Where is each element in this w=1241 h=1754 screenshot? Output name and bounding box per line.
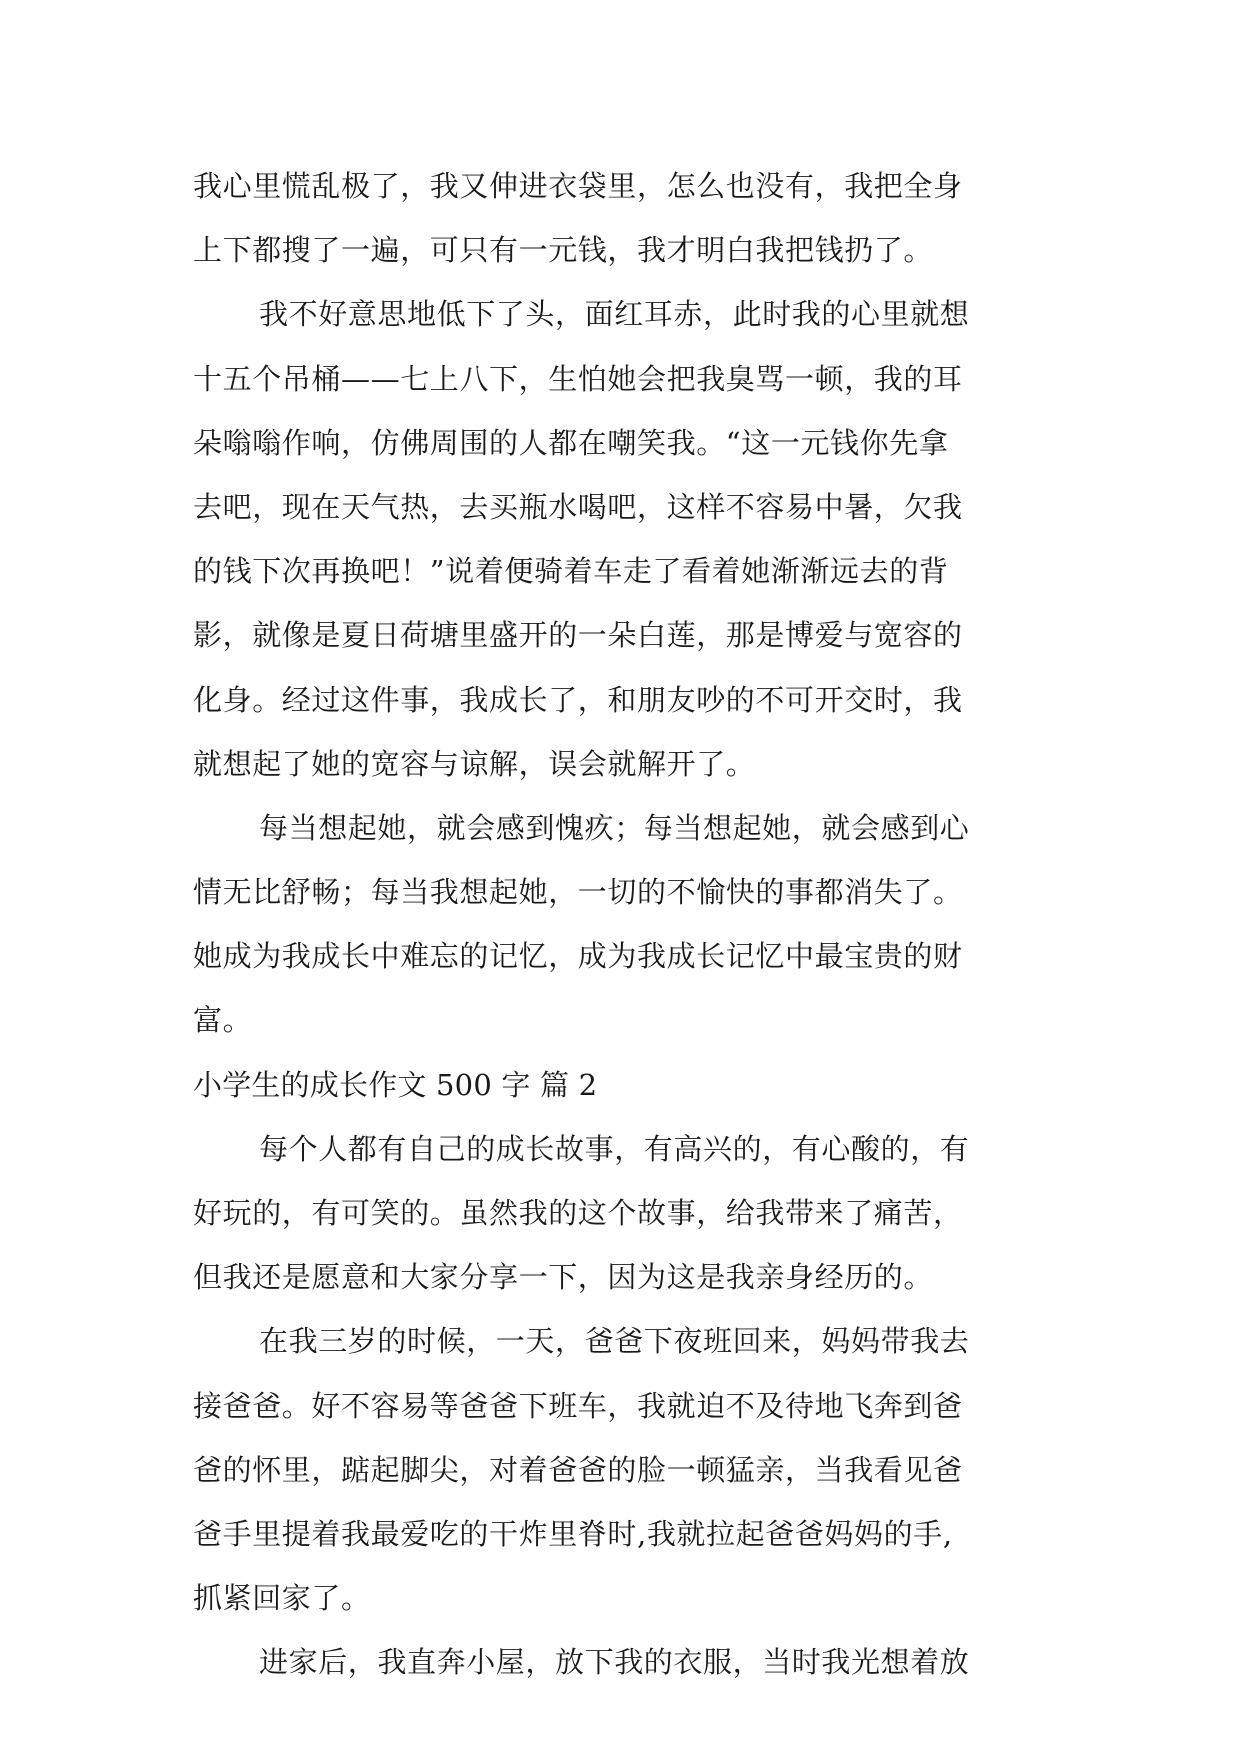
text-line: 情无比舒畅；每当我想起她，一切的不愉快的事都消失了。 xyxy=(193,875,963,910)
text-line: 的钱下次再换吧！”说着便骑着车走了看着她渐渐远去的背 xyxy=(193,554,949,589)
text-line: 好玩的，有可笑的。虽然我的这个故事，给我带来了痛苦， xyxy=(193,1196,963,1230)
text-line: 朵嗡嗡作响，仿佛周围的人都在嘲笑我。“这一元钱你先拿 xyxy=(193,425,949,460)
text-line: 就想起了她的宽容与谅解，误会就解开了。 xyxy=(193,746,756,781)
document-body xyxy=(193,154,1073,1695)
text-line: 每当想起她，就会感到愧疚；每当想起她，就会感到心 xyxy=(259,810,970,845)
text-line: 富。 xyxy=(193,1003,253,1038)
text-line: 我不好意思地低下了头，面红耳赤，此时我的心里就想 xyxy=(259,297,970,332)
text-line: 每个人都有自己的成长故事，有高兴的，有心酸的，有 xyxy=(259,1131,970,1166)
text-line: 在我三岁的时候，一天，爸爸下夜班回来，妈妈带我去 xyxy=(259,1324,970,1359)
text-line: 进家后，我直奔小屋，放下我的衣服，当时我光想着放 xyxy=(259,1645,970,1680)
text-line: 十五个吊桶——七上八下，生怕她会把我臭骂一顿，我的耳 xyxy=(193,361,963,396)
text-line: 影，就像是夏日荷塘里盛开的一朵白莲，那是博爱与宽容的 xyxy=(193,618,963,653)
text-line: 爸手里提着我最爱吃的干炸里脊时,我就拉起爸爸妈妈的手, xyxy=(193,1516,953,1551)
text-line: 上下都搜了一遍，可只有一元钱，我才明白我把钱扔了。 xyxy=(193,233,934,268)
text-line: 她成为我成长中难忘的记忆，成为我成长记忆中最宝贵的财 xyxy=(193,939,963,974)
section-heading: 小学生的成长作文 500 字 篇 2 xyxy=(193,1067,598,1102)
text-line: 化身。经过这件事，我成长了，和朋友吵的不可开交时，我 xyxy=(193,682,963,717)
text-line: 爸的怀里，踮起脚尖，对着爸爸的脸一顿猛亲，当我看见爸 xyxy=(193,1452,963,1487)
text-line: 接爸爸。好不容易等爸爸下班车，我就迫不及待地飞奔到爸 xyxy=(193,1388,963,1423)
text-line: 但我还是愿意和大家分享一下，因为这是我亲身经历的。 xyxy=(193,1260,934,1295)
text-line: 我心里慌乱极了，我又伸进衣袋里，怎么也没有，我把全身 xyxy=(193,169,963,203)
text-line: 抓紧回家了。 xyxy=(193,1581,371,1616)
text-line: 去吧，现在天气热，去买瓶水喝吧，这样不容易中暑，欠我 xyxy=(193,489,963,524)
